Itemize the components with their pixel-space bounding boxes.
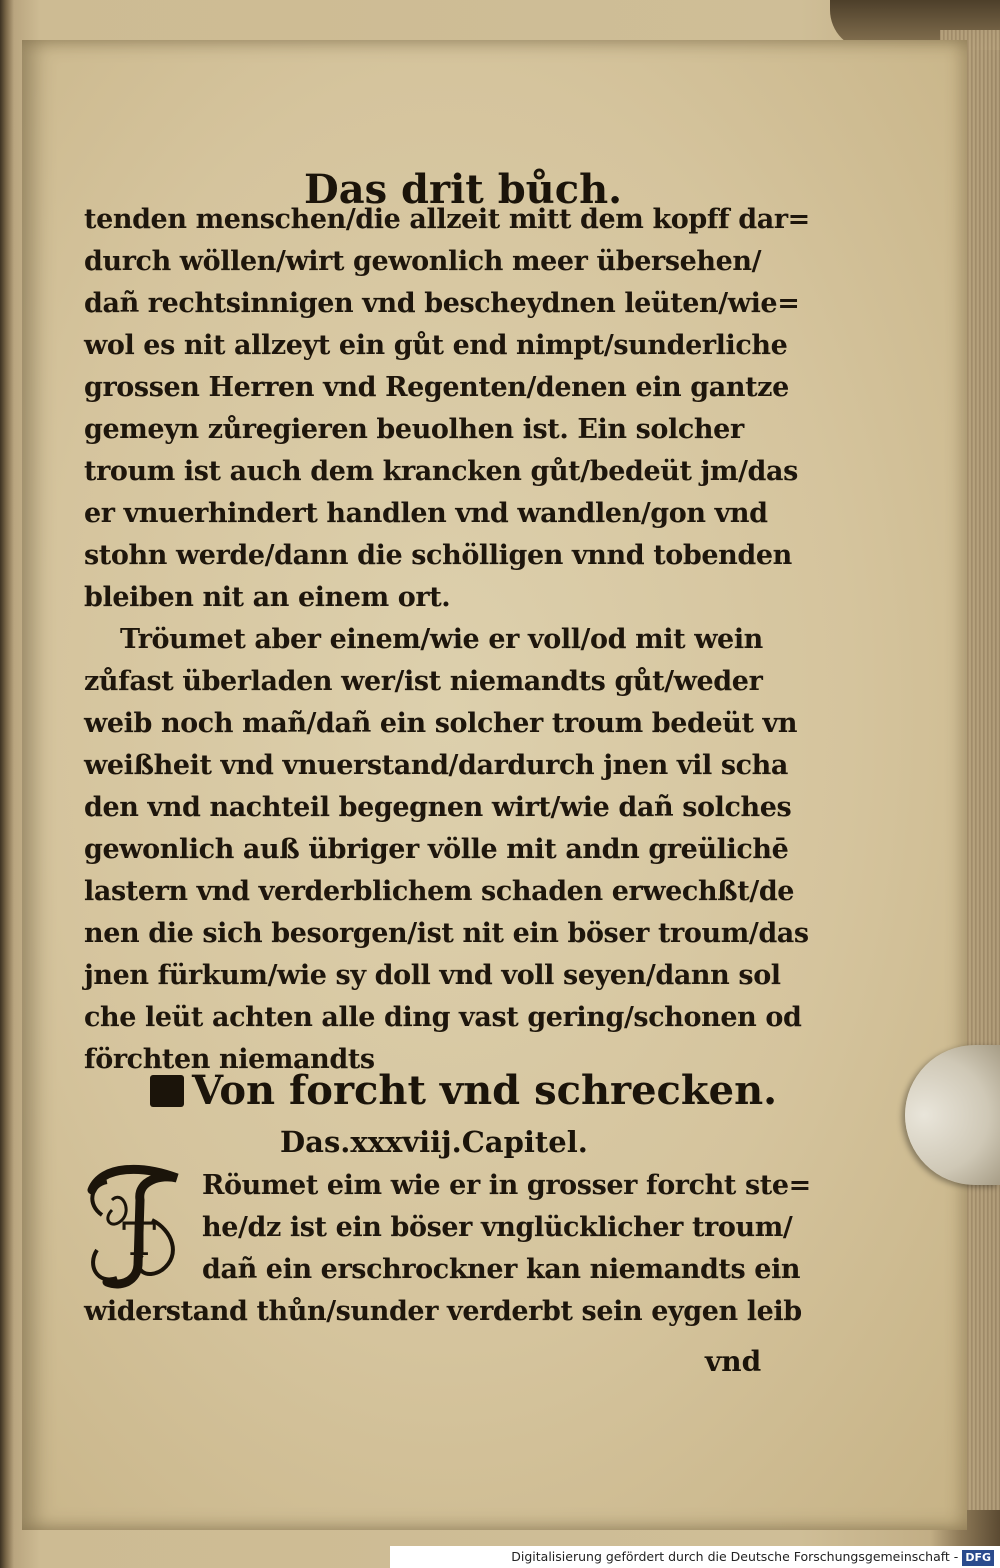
body-line: grossen Herren vnd Regenten/denen ein gantze xyxy=(84,372,789,403)
body-line: troum ist auch dem krancken gůt/bedeüt jm/das xyxy=(84,456,798,487)
body-line: den vnd nachteil begegnen wirt/wie dañ solches xyxy=(84,792,792,823)
body-line: nen die sich besorgen/ist nit ein böser troum/das xyxy=(84,918,809,949)
body-line: durch wöllen/wirt gewonlich meer übersehen/ xyxy=(84,246,762,277)
footer-text: Digitalisierung gefördert durch die Deutsche Forschungsgemeinschaft - xyxy=(511,1549,959,1564)
running-header: Das drit bůch. xyxy=(304,166,623,213)
chapter-subtitle: Das.xxxviij.Capitel. xyxy=(280,1125,588,1159)
body-line: wol es nit allzeyt ein gůt end nimpt/sunderliche xyxy=(84,330,788,361)
decorated-initial-icon xyxy=(82,1160,192,1295)
body-line: jnen fürkum/wie sy doll vnd voll seyen/dann sol xyxy=(84,960,781,991)
chapter-line: widerstand thůn/sunder verderbt sein eygen leib xyxy=(84,1296,802,1327)
body-line: tenden menschen/die allzeit mitt dem kopff dar= xyxy=(84,204,810,235)
initial-letter: T xyxy=(122,1212,157,1266)
body-line: Tröumet aber einem/wie er voll/od mit wein xyxy=(120,624,763,655)
body-line: förchten niemandts xyxy=(84,1044,375,1075)
catchword: vnd xyxy=(705,1345,762,1378)
body-line: stohn werde/dann die schölligen vnnd tobenden xyxy=(84,540,792,571)
body-line: zůfast überladen wer/ist niemandts gůt/weder xyxy=(84,666,763,697)
dfg-logo-icon: DFG xyxy=(962,1550,994,1566)
digitization-footer xyxy=(390,1546,1000,1568)
body-line: er vnuerhindert handlen vnd wandlen/gon vnd xyxy=(84,498,768,529)
chapter-line: he/dz ist ein böser vnglücklicher troum/ xyxy=(202,1212,793,1243)
body-line: gewonlich auß übriger völle mit andn greülichē xyxy=(84,834,789,865)
body-line: gemeyn zůregieren beuolhen ist. Ein solcher xyxy=(84,414,744,445)
body-line: weib noch mañ/dañ ein solcher troum bedeüt vn xyxy=(84,708,798,739)
body-line: bleiben nit an einem ort. xyxy=(84,582,451,613)
body-line: lastern vnd verderblichem schaden erwechßt/de xyxy=(84,876,795,907)
chapter-line: dañ ein erschrockner kan niemandts ein xyxy=(202,1254,801,1285)
chapter-line: Röumet eim wie er in grosser forcht ste= xyxy=(202,1170,811,1201)
body-line: che leüt achten alle ding vast gering/schonen od xyxy=(84,1002,802,1033)
body-line: dañ rechtsinnigen vnd bescheydnen leüten/wie= xyxy=(84,288,800,319)
book-page xyxy=(22,40,967,1530)
chapter-title xyxy=(150,1067,777,1114)
chapter-title-text: Von forcht vnd schrecken. xyxy=(192,1067,778,1114)
pilcrow-icon xyxy=(150,1075,184,1107)
body-line: weißheit vnd vnuerstand/dardurch jnen vil scha xyxy=(84,750,788,781)
